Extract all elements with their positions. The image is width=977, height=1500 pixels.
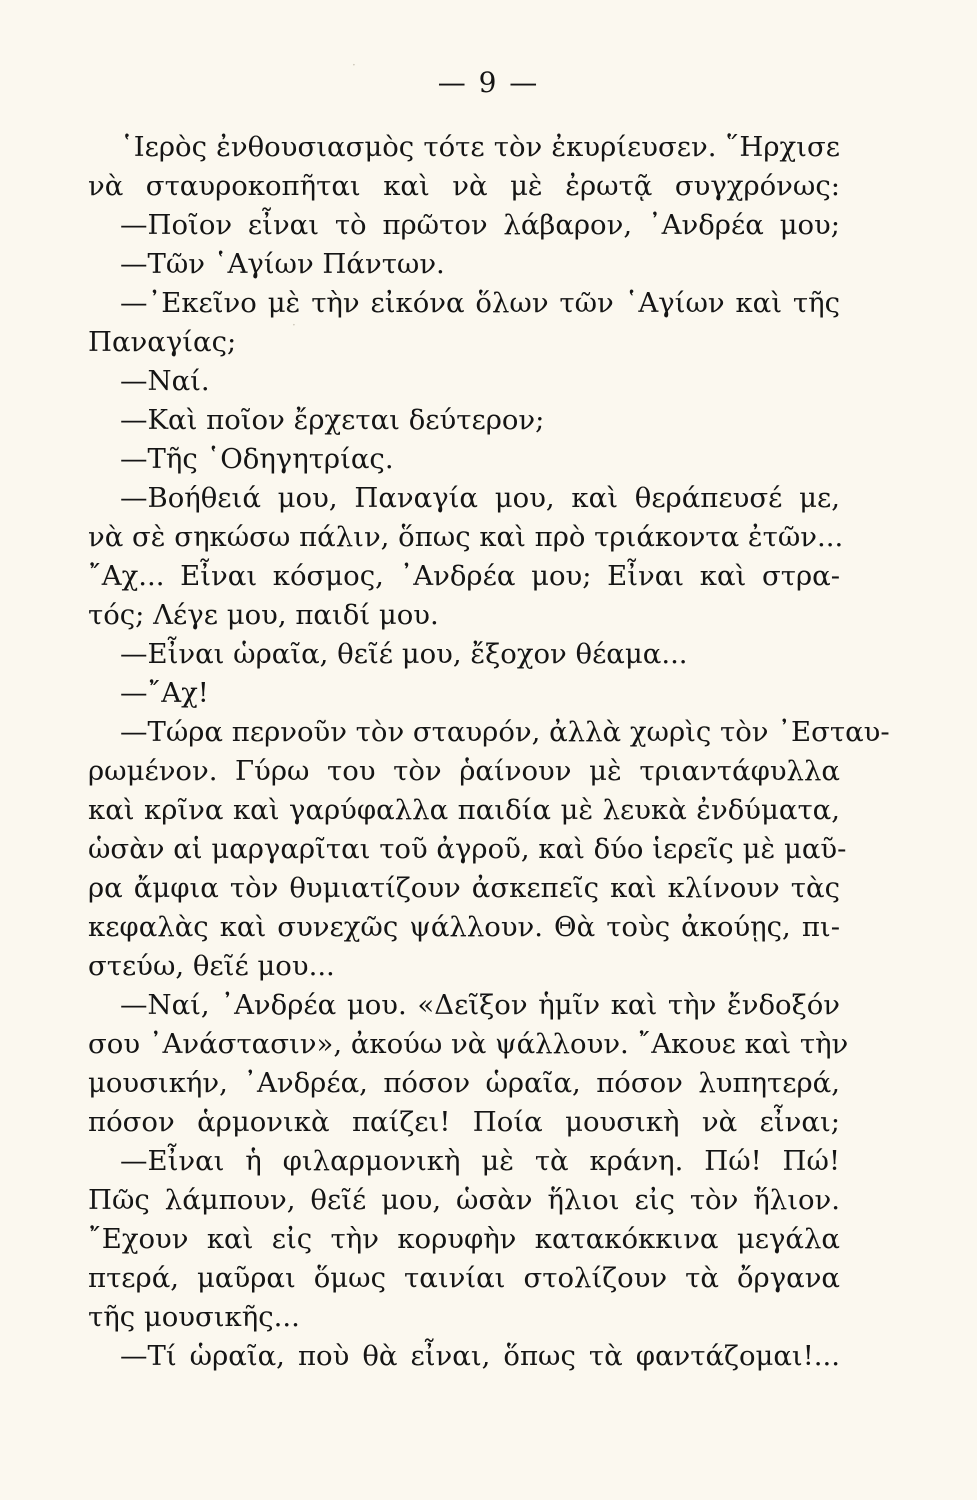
text-line: —Εἶναι ὡραῖα, θεῖέ μου, ἔξοχον θέαμα... [120,638,688,670]
paper-speck: · [352,58,356,72]
text-line: ῾Ιερὸς ἐνθουσιασμὸς τότε τὸν ἐκυρίευσεν. ῞Ηρχισε [120,131,840,163]
text-line: πτερά, μαῦραι ὅμως ταινίαι στολίζουν τὰ ὄργανα [88,1262,840,1294]
text-line: ῎Εχουν καὶ εἰς τὴν κορυφὴν κατακόκκινα μεγάλα [88,1223,840,1255]
text-line: —᾿Εκεῖνο μὲ τὴν εἰκόνα ὅλων τῶν ῾Αγίων καὶ τῆς [120,287,840,319]
text-line: τός; Λέγε μου, παιδί μου. [88,599,439,631]
text-line: νὰ σταυροκοπῆται καὶ νὰ μὲ ἐρωτᾷ συγχρόνως: [88,170,840,202]
text-line: —Ναί. [120,365,210,397]
text-line: —Καὶ ποῖον ἔρχεται δεύτερον; [120,404,545,436]
text-line: Πῶς λάμπουν, θεῖέ μου, ὡσὰν ἥλιοι εἰς τὸν ἥλιον. [88,1184,840,1216]
body-text [88,128,890,1376]
text-line: —Εἶναι ἡ φιλαρμονικὴ μὲ τὰ κράνη. Πώ! Πώ! [120,1145,840,1177]
text-line: —Τώρα περνοῦν τὸν σταυρόν, ἀλλὰ χωρὶς τὸν ᾿Εσταυ- [120,716,890,748]
text-line: ρωμένον. Γύρω του τὸν ῥαίνουν μὲ τριαντάφυλλα [88,755,840,787]
text-line: —῎Αχ! [120,677,209,709]
text-line: —Βοήθειά μου, Παναγία μου, καὶ θεράπευσέ με, [120,482,840,514]
text-line: στεύω, θεῖέ μου... [88,950,335,982]
text-line: Παναγίας; [88,326,237,358]
text-line: κεφαλὰς καὶ συνεχῶς ψάλλουν. Θὰ τοὺς ἀκούῃς, πι- [88,911,840,943]
paper-speck: · [292,318,296,332]
text-line: —Τί ὡραῖα, ποὺ θὰ εἶναι, ὅπως τὰ φαντάζομαι!... [120,1340,840,1372]
text-line: σου ᾿Ανάστασιν», ἀκούω νὰ ψάλλουν. ῎Ακουε καὶ τὴν [88,1028,849,1060]
text-line: τῆς μουσικῆς... [88,1301,300,1333]
text-line: μουσικήν, ᾿Ανδρέα, πόσον ὡραῖα, πόσον λυπητερά, [88,1067,840,1099]
page-number: — 9 — [437,66,540,99]
text-line: —Τῶν ῾Αγίων Πάντων. [120,248,445,280]
text-line: καὶ κρῖνα καὶ γαρύφαλλα παιδία μὲ λευκὰ ἐνδύματα, [88,794,840,826]
text-line: —Τῆς ῾Οδηγητρίας. [120,443,394,475]
text-line: ῎Αχ... Εἶναι κόσμος, ᾿Ανδρέα μου; Εἶναι καὶ στρα- [88,560,840,592]
text-line: νὰ σὲ σηκώσω πάλιν, ὅπως καὶ πρὸ τριάκοντα ἐτῶν... [88,521,844,553]
text-line: ρα ἄμφια τὸν θυμιατίζουν ἀσκεπεῖς καὶ κλίνουν τὰς [88,872,840,904]
text-line: —Ποῖον εἶναι τὸ πρῶτον λάβαρον, ᾿Ανδρέα μου; [120,209,840,241]
text-line: ὡσὰν αἱ μαργαρῖται τοῦ ἀγροῦ, καὶ δύο ἱερεῖς μὲ μαῦ- [88,833,847,865]
text-line: πόσον ἁρμονικὰ παίζει! Ποία μουσικὴ νὰ εἶναι; [88,1106,840,1138]
text-line: —Ναί, ᾿Ανδρέα μου. «Δεῖξον ἡμῖν καὶ τὴν ἔνδοξόν [120,989,840,1021]
